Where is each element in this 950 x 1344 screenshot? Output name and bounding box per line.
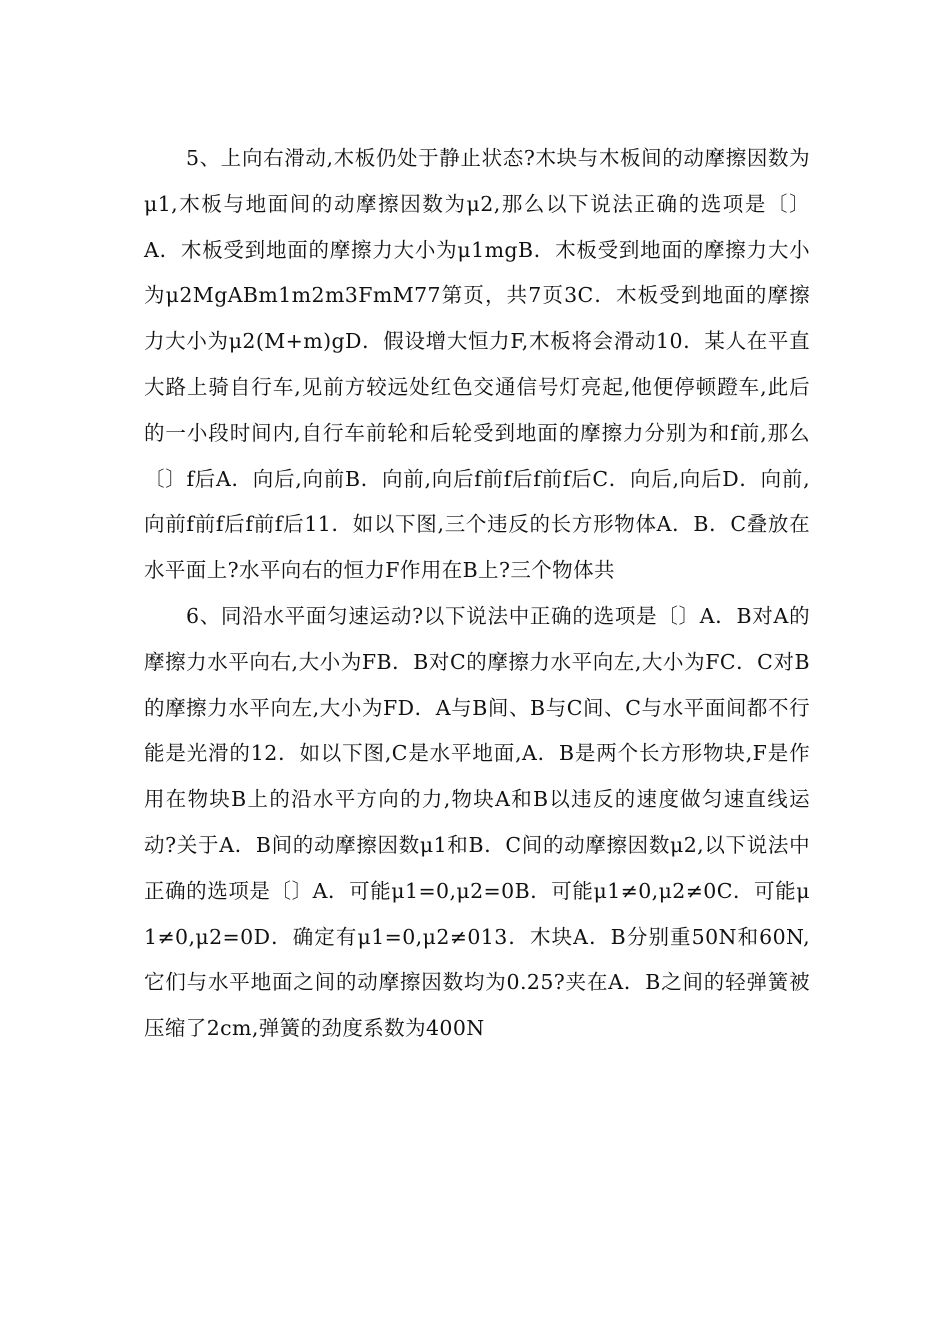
document-body	[144, 136, 810, 1052]
paragraph-6: 6、同沿水平面匀速运动?以下说法中正确的选项是〔〕A．B对A的摩擦力水平向右,大小为FB．B对C的摩擦力水平向左,大小为FC．C对B的摩擦力水平向左,大小为FD．A与B间、B与C间、C与水平面间都不行能是光滑的12．如以下图,C是水平地面,A．B是两个长方形物块,F是作用在物块B上的沿水平方向的力,物块A和B以违反的速度做匀速直线运动?关于A．B间的动摩擦因数μ1和B．C间的动摩擦因数μ2,以下说法中正确的选项是〔〕A．可能μ1=0,μ2=0B．可能μ1≠0,μ2≠0C．可能μ1≠0,μ2=0D．确定有μ1=0,μ2≠013．木块A．B分别重50N和60N,它们与水平地面之间的动摩擦因数均为0.25?夹在A．B之间的轻弹簧被压缩了2cm,弹簧的劲度系数为400N	[144, 603, 810, 1041]
paragraph-5: 5、上向右滑动,木板仍处于静止状态?木块与木板间的动摩擦因数为μ1,木板与地面间的动摩擦因数为μ2,那么以下说法正确的选项是〔〕A．木板受到地面的摩擦力大小为μ1mgB．木板受到地面的摩擦力大小为μ2MgABm1m2m3FmM77第页，共7页3C．木板受到地面的摩擦力大小为μ2(M+m)gD．假设增大恒力F,木板将会滑动10．某人在平直大路上骑自行车,见前方较远处红色交通信号灯亮起,他便停顿蹬车,此后的一小段时间内,自行车前轮和后轮受到地面的摩擦力分别为和f前,那么〔〕f后A．向后,向前B．向前,向后f前f后f前f后C．向后,向后D．向前,向前f前f后f前f后11．如以下图,三个违反的长方形物体A．B．C叠放在水平面上?水平向右的恒力F作用在B上?三个物体共	[144, 146, 810, 583]
